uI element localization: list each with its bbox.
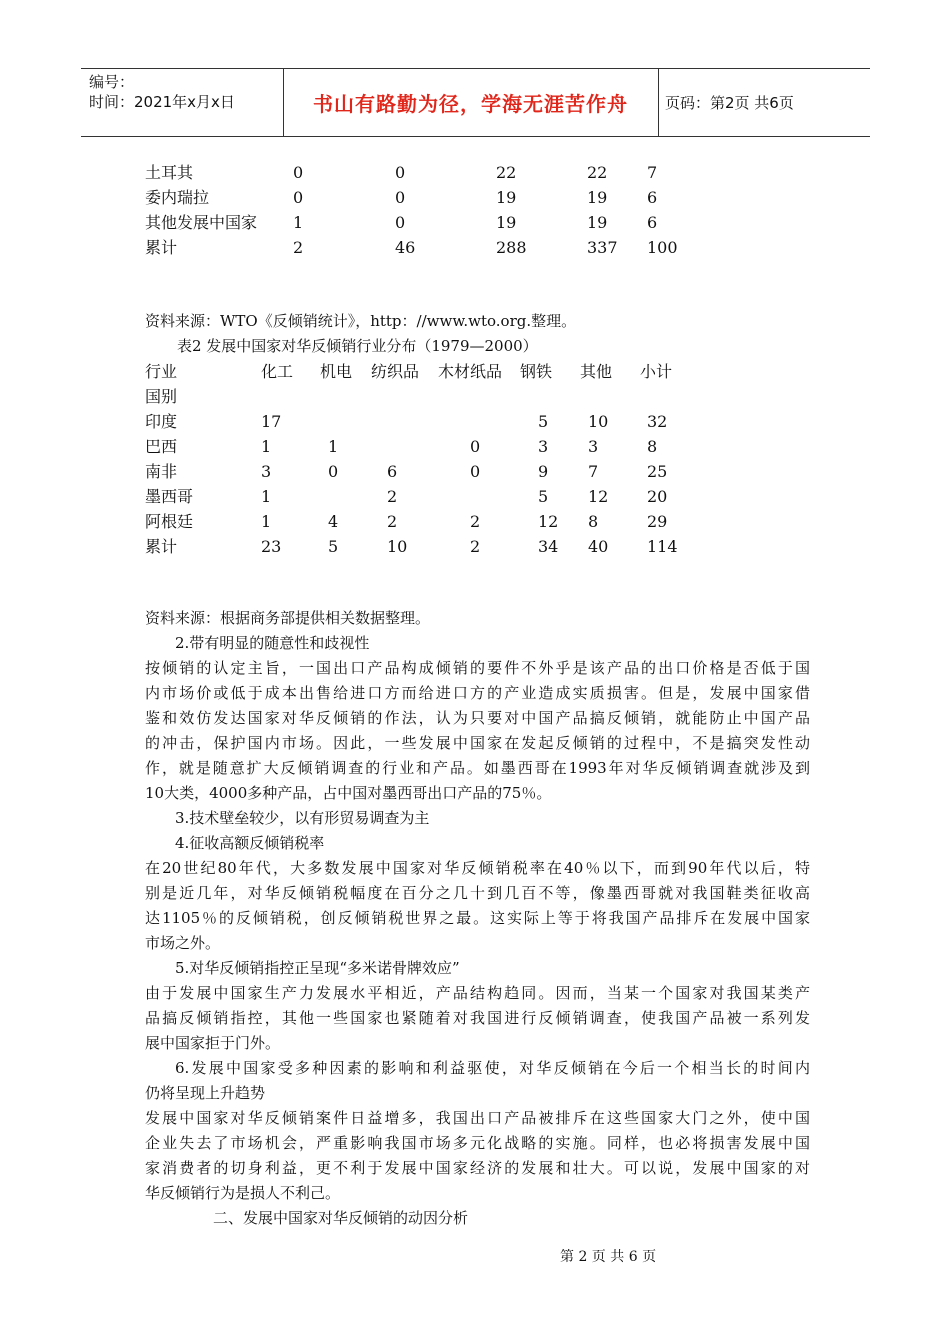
table-cell: 32 <box>647 412 668 431</box>
table-cell: 1 <box>293 213 304 232</box>
source-note: 资料来源：WTO《反倾销统计》，http：//www.wto.org.整理。 <box>145 312 577 330</box>
column-header: 纺织品 <box>371 362 420 381</box>
table-cell: 114 <box>647 537 678 556</box>
paragraph-line: 由于发展中国家生产力发展水平相近，产品结构趋同。因而，当某一个国家对我国某类产 <box>145 984 810 1002</box>
paragraph-line: 别是近几年，对华反倾销税幅度在百分之几十到几百不等，像墨西哥就对我国鞋类征收高 <box>145 884 810 902</box>
table-cell: 12 <box>588 487 609 506</box>
paragraph-line: 鉴和效仿发达国家对华反倾销的作法，认为只要对中国产品搞反倾销，就能防止中国产品 <box>145 709 810 727</box>
paragraph-line: 华反倾销行为是损人不利己。 <box>145 1184 341 1202</box>
table-cell: 19 <box>587 213 608 232</box>
table-cell: 5 <box>328 537 339 556</box>
document-number-label: 编号： <box>89 73 135 91</box>
table-cell: 累计 <box>145 537 178 556</box>
paragraph-line: 市场之外。 <box>145 934 221 952</box>
table-cell: 8 <box>588 512 599 531</box>
table-cell: 0 <box>293 163 304 182</box>
table-cell: 6 <box>387 462 398 481</box>
paragraph-line: 达1105％的反倾销税，创反倾销税世界之最。这实际上等于将我国产品排斥在发展中国家 <box>145 909 810 927</box>
table-cell: 288 <box>496 238 527 257</box>
table-cell: 19 <box>587 188 608 207</box>
document-date: 时间：2021年x月x日 <box>89 93 235 111</box>
table-cell: 1 <box>261 437 272 456</box>
source-note: 资料来源：根据商务部提供相关数据整理。 <box>145 609 431 627</box>
table-cell: 10 <box>588 412 609 431</box>
table-cell: 17 <box>261 412 282 431</box>
table-cell: 0 <box>328 462 339 481</box>
table2-title: 表2 发展中国家对华反倾销行业分布（1979—2000） <box>177 337 538 355</box>
column-header: 小计 <box>640 362 673 381</box>
table-cell: 5 <box>538 412 549 431</box>
table-cell: 25 <box>647 462 668 481</box>
paragraph-line: 10大类，4000多种产品，占中国对墨西哥出口产品的75％。 <box>145 784 552 802</box>
table-cell: 40 <box>588 537 609 556</box>
column-header: 化工 <box>261 362 294 381</box>
paragraph-line: 在20世纪80年代，大多数发展中国家对华反倾销税率在40％以下，而到90年代以后，特 <box>145 859 810 877</box>
table-cell: 1 <box>328 437 339 456</box>
table-cell: 0 <box>395 213 406 232</box>
table-cell: 委内瑞拉 <box>145 188 210 207</box>
table-cell: 3 <box>261 462 272 481</box>
row-header: 国别 <box>145 387 178 406</box>
table-cell: 22 <box>496 163 517 182</box>
table-cell: 1 <box>261 512 272 531</box>
table-cell: 1 <box>261 487 272 506</box>
table-cell: 墨西哥 <box>145 487 194 506</box>
table-cell: 其他发展中国家 <box>145 213 258 232</box>
table-cell: 23 <box>261 537 282 556</box>
table-cell: 19 <box>496 188 517 207</box>
table-cell: 2 <box>293 238 304 257</box>
header-meta <box>89 72 235 112</box>
table-cell: 0 <box>395 163 406 182</box>
table-cell: 7 <box>647 163 658 182</box>
paragraph-line: 家消费者的切身利益，更不利于发展中国家经济的发展和壮大。可以说，发展中国家的对 <box>145 1159 810 1177</box>
paragraph-line: 内市场价或低于成本出售给进口方而给进口方的产业造成实质损害。但是，发展中国家借 <box>145 684 810 702</box>
table-cell: 46 <box>395 238 416 257</box>
table-cell: 南非 <box>145 462 178 481</box>
table-cell: 34 <box>538 537 559 556</box>
table-cell: 9 <box>538 462 549 481</box>
table-cell: 0 <box>395 188 406 207</box>
table-cell: 5 <box>538 487 549 506</box>
table-cell: 4 <box>328 512 339 531</box>
table-cell: 22 <box>587 163 608 182</box>
table-cell: 3 <box>538 437 549 456</box>
table-cell: 巴西 <box>145 437 178 456</box>
subheading: 6.发展中国家受多种因素的影响和利益驱使，对华反倾销在今后一个相当长的时间内 <box>175 1059 810 1077</box>
column-header: 其他 <box>580 362 613 381</box>
subheading: 仍将呈现上升趋势 <box>145 1084 266 1102</box>
paragraph-line: 作，就是随意扩大反倾销调查的行业和产品。如墨西哥在1993年对华反倾销调查就涉及到 <box>145 759 810 777</box>
table-cell: 6 <box>647 188 658 207</box>
paragraph-line: 展中国家拒于门外。 <box>145 1034 281 1052</box>
table-cell: 100 <box>647 238 678 257</box>
section-heading: 二、发展中国家对华反倾销的动因分析 <box>213 1209 469 1227</box>
table-cell: 10 <box>387 537 408 556</box>
page-header <box>81 68 870 137</box>
table-cell: 20 <box>647 487 668 506</box>
table-cell: 19 <box>496 213 517 232</box>
body-text <box>145 606 810 1231</box>
table-cell: 0 <box>470 462 481 481</box>
table-cell: 337 <box>587 238 618 257</box>
header-divider <box>658 69 659 136</box>
paragraph-line: 发展中国家对华反倾销案件日益增多，我国出口产品被排斥在这些国家大门之外，使中国 <box>145 1109 810 1127</box>
column-header: 行业 <box>145 362 178 381</box>
table-cell: 0 <box>470 437 481 456</box>
page-footer: 第 2 页 共 6 页 <box>560 1249 657 1265</box>
paragraph-line: 按倾销的认定主旨，一国出口产品构成倾销的要件不外乎是该产品的出口价格是否低于国 <box>145 659 810 677</box>
table2-title-block <box>145 334 810 359</box>
table-cell: 累计 <box>145 238 178 257</box>
table-cell: 8 <box>647 437 658 456</box>
table-cell: 阿根廷 <box>145 512 194 531</box>
table-cell: 7 <box>588 462 599 481</box>
table-cell: 2 <box>470 512 481 531</box>
subheading: 5.对华反倾销指控正呈现“多米诺骨牌效应” <box>175 959 460 977</box>
column-header: 钢铁 <box>520 362 553 381</box>
table-cell: 2 <box>387 487 398 506</box>
header-motto: 书山有路勤为径，学海无涯苦作舟 <box>313 92 628 116</box>
table-cell: 29 <box>647 512 668 531</box>
column-header: 木材纸品 <box>438 362 503 381</box>
subheading: 2.带有明显的随意性和歧视性 <box>175 634 370 652</box>
table-cell: 2 <box>387 512 398 531</box>
table-cell: 2 <box>470 537 481 556</box>
header-page-number: 页码：第2页 共6页 <box>665 94 794 112</box>
paragraph-line: 企业失去了市场机会，严重影响我国市场多元化战略的实施。同样，也必将损害发展中国 <box>145 1134 810 1152</box>
table-cell: 印度 <box>145 412 178 431</box>
table1-source <box>145 309 810 334</box>
table-cell: 0 <box>293 188 304 207</box>
subheading: 3.技术壁垒较少，以有形贸易调查为主 <box>175 809 430 827</box>
table-cell: 6 <box>647 213 658 232</box>
table-cell: 土耳其 <box>145 163 194 182</box>
paragraph-line: 品搞反倾销指控，其他一些国家也紧随着对我国进行反倾销调查，使我国产品被一系列发 <box>145 1009 810 1027</box>
paragraph-line: 的冲击，保护国内市场。因此，一些发展中国家在发起反倾销的过程中，不是搞突发性动 <box>145 734 810 752</box>
subheading: 4.征收高额反倾销税率 <box>175 834 325 852</box>
table-cell: 12 <box>538 512 559 531</box>
column-header: 机电 <box>320 362 353 381</box>
table-cell: 3 <box>588 437 599 456</box>
